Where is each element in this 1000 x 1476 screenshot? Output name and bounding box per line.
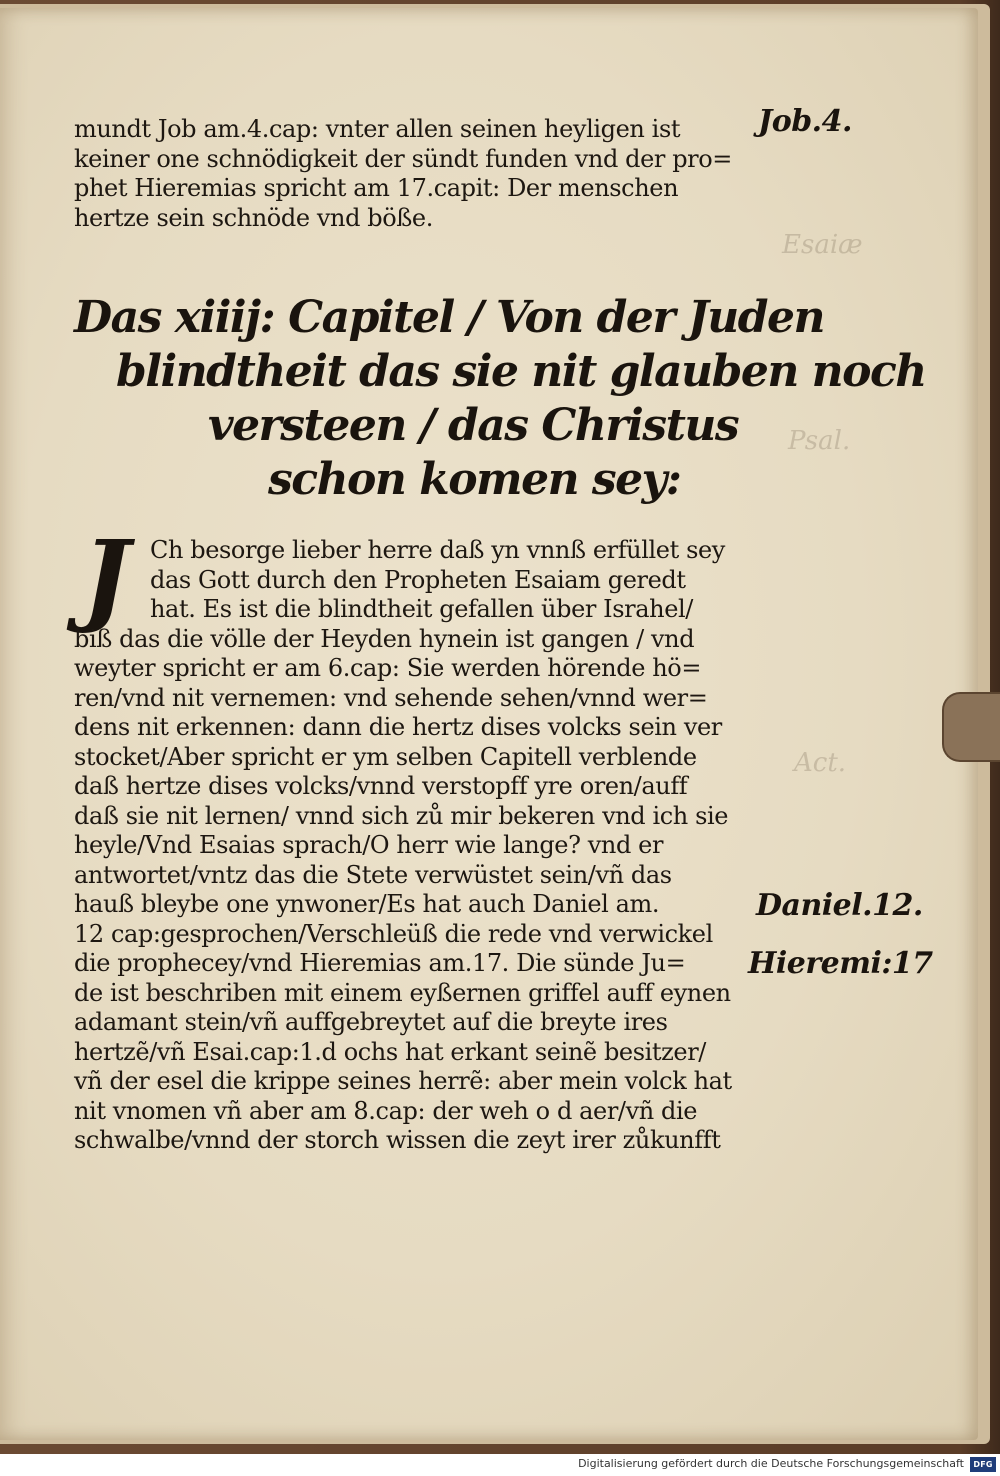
text-line: vñ der esel die krippe seines herrẽ: aber mein volck hat (74, 1067, 732, 1095)
text-line: Ch besorge lieber herre daß yn vnnß erfüllet sey (150, 536, 725, 564)
heading-line: blindtheit das sie nit glauben noch (116, 346, 926, 397)
heading-line: versteen / das Christus (208, 400, 739, 451)
page-clasp-tab (942, 692, 1000, 762)
text-line: mundt Job am.4.cap: vnter allen seinen heyligen ist (74, 115, 681, 143)
footer-bar (0, 1454, 1000, 1476)
text-line: antwortet/vntz das die Stete verwüstet sein/vñ das (74, 861, 672, 889)
show-through-mark: Psal. (788, 426, 851, 456)
text-line: stocket/Aber spricht er ym selben Capitell verblende (74, 743, 697, 771)
margin-note-daniel: Daniel.12. (756, 888, 923, 923)
margin-note-hieremias: Hieremi:17 (748, 946, 933, 981)
text-line: biß das die völle der Heyden hynein ist gangen / vnd (74, 625, 695, 653)
text-line: hauß bleybe one ynwoner/Es hat auch Daniel am. (74, 890, 660, 918)
text-line: phet Hieremias spricht am 17.capit: Der menschen (74, 174, 679, 202)
text-line: daß hertze dises volcks/vnnd verstopff yre oren/auff (74, 772, 688, 800)
text-line: adamant stein/vñ auffgebreytet auf die breyte ires (74, 1008, 668, 1036)
heading-line: Das xiiij: Capitel / Von der Juden (74, 292, 824, 343)
text-line: nit vnomen vñ aber am 8.cap: der weh o d aer/vñ die (74, 1097, 698, 1125)
show-through-mark: Esaiæ (782, 230, 863, 260)
drop-cap: J (82, 518, 130, 636)
heading-line: schon komen sey: (268, 454, 681, 505)
text-line: daß sie nit lernen/ vnnd sich zů mir bekeren vnd ich sie (74, 802, 729, 830)
funding-credit: Digitalisierung gefördert durch die Deutsche Forschungsgemeinschaft (578, 1457, 964, 1470)
text-line: das Gott durch den Propheten Esaiam geredt (150, 566, 686, 594)
text-line: 12 cap:gesprochen/Verschleüß die rede vnd verwickel (74, 920, 713, 948)
text-line: dens nit erkennen: dann die hertz dises volcks sein ver (74, 713, 722, 741)
margin-note-job: Job.4. (758, 104, 852, 139)
text-line: schwalbe/vnnd der storch wissen die zeyt irer zůkunfft (74, 1126, 721, 1154)
show-through-mark: Act. (794, 748, 847, 778)
text-line: keiner one schnödigkeit der sündt funden vnd der pro= (74, 145, 732, 173)
text-line: hertzẽ/vñ Esai.cap:1.d ochs hat erkant seinẽ besitzer/ (74, 1038, 706, 1066)
dfg-logo-icon: DFG (970, 1457, 996, 1472)
text-line: heyle/Vnd Esaias sprach/O herr wie lange? vnd er (74, 831, 664, 859)
text-line: de ist beschriben mit einem eyßernen griffel auff eynen (74, 979, 731, 1007)
text-line: weyter spricht er am 6.cap: Sie werden hörende hö= (74, 654, 702, 682)
text-line: ren/vnd nit vernemen: vnd sehende sehen/vnnd wer= (74, 684, 708, 712)
text-line: hat. Es ist die blindtheit gefallen über Israhel/ (150, 595, 693, 623)
text-line: die prophecey/vnd Hieremias am.17. Die sünde Ju= (74, 949, 686, 977)
text-line: hertze sein schnöde vnd böße. (74, 204, 433, 232)
